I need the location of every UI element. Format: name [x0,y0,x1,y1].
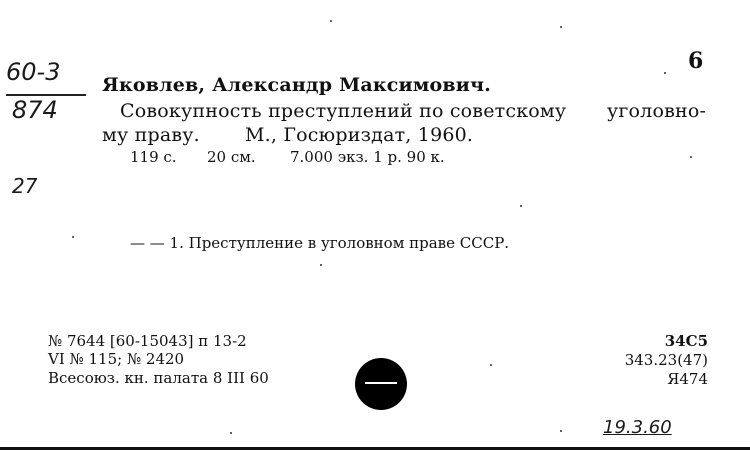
speck [664,72,666,74]
registration-line: VI № 115; № 2420 [48,350,185,368]
imprint: М., Госюриздат, 1960. [245,124,474,146]
handwritten-margin-mark: 27 [12,174,38,198]
subject-heading: — — 1. Преступление в уголовном праве СССР. [130,234,510,252]
speck [560,26,562,28]
author-heading: Яковлев, Александр Максимович. [102,74,492,96]
speck [520,205,522,207]
title-line-1-end: уголовно- [607,100,707,122]
speck [690,156,692,158]
handwritten-call-number-top: 60-3 [6,58,61,86]
book-size: 20 см. [207,148,256,166]
handwritten-call-number-bottom: 874 [12,96,58,124]
speck [490,364,492,366]
classification-code: 34С5 [664,332,708,350]
speck [72,236,74,238]
author-mark: Я474 [667,370,708,388]
pagination: 119 с. [130,148,177,166]
title-line-1: Совокупность преступлений по советскому [120,100,567,122]
speck [230,432,232,434]
punch-hole [355,358,407,410]
card-number: 6 [688,48,704,74]
udc-code: 343.23(47) [624,351,708,369]
copies-price: 7.000 экз. 1 р. 90 к. [290,148,445,166]
speck [560,430,562,432]
speck [330,20,332,22]
speck [320,264,322,266]
handwritten-date-signature: 19.3.60 [603,417,672,438]
record-number: № 7644 [60-15043] п 13-2 [48,332,247,350]
title-line-2: му праву. [102,124,200,146]
chamber-line: Всесоюз. кн. палата 8 III 60 [48,369,269,387]
